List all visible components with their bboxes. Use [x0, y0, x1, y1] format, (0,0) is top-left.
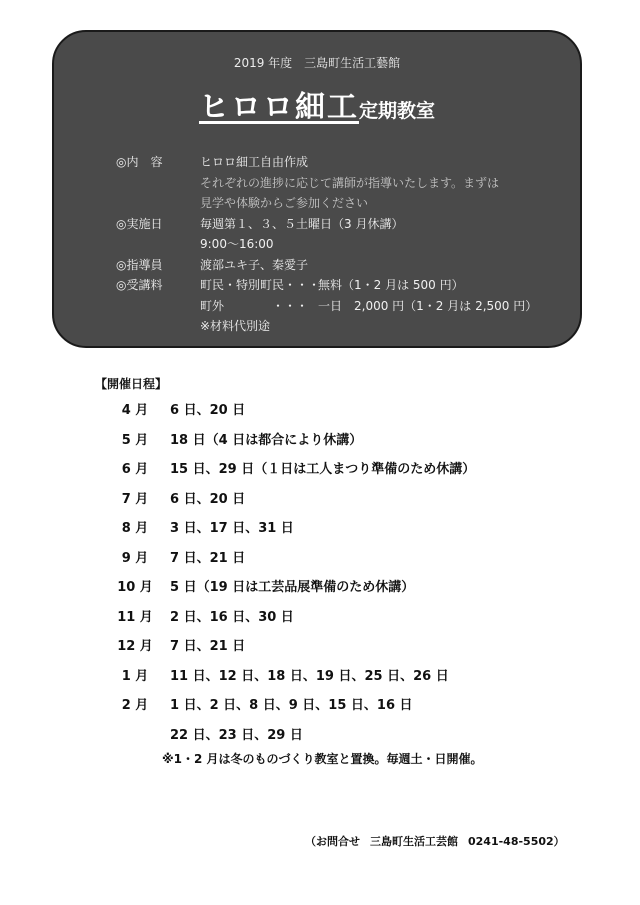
content-label: ◎内 容 [116, 155, 163, 169]
fee-outside-value: 一日 2,000 円（1・2 月は 2,500 円） [318, 298, 538, 313]
fiscal-year-label: 2019 年度 三島町生活工藝館 [233, 56, 401, 70]
schedule-dates: 22 日、23 日、29 日 [170, 727, 303, 743]
schedule-dates: 3 日、17 日、31 日 [170, 521, 294, 537]
schedule-row [100, 660, 560, 690]
fee-outside-label: 町外 ・・・ [200, 298, 309, 313]
schedule-row [100, 719, 560, 749]
schedule-month: 6 月 [121, 462, 149, 478]
schedule-row [100, 571, 560, 601]
class-info [116, 152, 560, 337]
schedule-dates: 18 日（4 日は都合により休講） [170, 432, 363, 448]
schedule-month: 12 月 [117, 639, 153, 655]
schedule-row [100, 394, 560, 424]
schedule-month: 4 月 [121, 403, 149, 419]
instructor-label: ◎指導員 [116, 257, 163, 272]
info-row-dates [116, 214, 560, 235]
content-description-1: それぞれの進捗に応じて講師が指導いたします。まずは [200, 175, 500, 190]
schedule-row [100, 512, 560, 542]
schedule-row [100, 542, 560, 572]
contact-phone: 0241-48-5502） [468, 835, 565, 848]
schedule-row [100, 630, 560, 660]
schedule-dates: 5 日（19 日は工芸品展準備のため休講） [170, 580, 415, 596]
title-sub: 定期教室 [358, 100, 435, 122]
info-row-content-2 [116, 173, 560, 194]
schedule-dates: 6 日、20 日 [170, 403, 246, 419]
info-row-content-3 [116, 193, 560, 214]
schedule-dates: 7 日、21 日 [170, 639, 246, 655]
fee-resident-value: 無料（1・2 月は 500 円） [318, 278, 464, 292]
fee-label: ◎受講料 [116, 278, 163, 292]
schedule-row [100, 601, 560, 631]
schedule-row [100, 689, 560, 719]
time-text: 9:00～16:00 [200, 237, 274, 251]
schedule-month: 1 月 [121, 668, 149, 684]
schedule-month: 2 月 [121, 698, 149, 714]
info-row-fee-resident [116, 275, 560, 296]
schedule-dates: 15 日、29 日（１日は工人まつり準備のため休講） [170, 462, 476, 478]
schedule-month: 7 月 [121, 491, 149, 507]
schedule-month: 8 月 [121, 521, 149, 537]
schedule-month: 5 月 [121, 432, 149, 448]
header-panel [52, 30, 582, 348]
schedule-month: 11 月 [117, 609, 153, 625]
schedule-month: 9 月 [121, 550, 149, 566]
content-text: ヒロロ細工自由作成 [200, 155, 309, 169]
schedule-note: ※1・2 月は冬のものづくり教室と置換。毎週土・日開催。 [162, 752, 483, 766]
schedule-dates: 2 日、16 日、30 日 [170, 609, 294, 625]
instructor-names: 渡部ユキ子、秦愛子 [200, 257, 309, 272]
info-row-time [116, 234, 560, 255]
schedule-row [100, 483, 560, 513]
fee-resident-label: 町民・特別町民・・・ [200, 278, 321, 292]
material-note: ※材料代別途 [200, 319, 271, 333]
schedule-dates: 7 日、21 日 [170, 550, 246, 566]
schedule-dates: 6 日、20 日 [170, 491, 246, 507]
content-description-2: 見学や体験からご参加ください [200, 196, 369, 210]
info-row-material [116, 316, 560, 337]
contact-info [305, 833, 565, 849]
schedule-list [100, 394, 560, 748]
schedule-dates: 11 日、12 日、18 日、19 日、25 日、26 日 [170, 668, 449, 684]
schedule-row [100, 424, 560, 454]
page-title [54, 82, 580, 126]
schedule-dates: 1 日、2 日、8 日、9 日、15 日、16 日 [170, 698, 413, 714]
dates-text: 毎週第１、３、５土曜日（3 月休講） [200, 216, 404, 231]
schedule-month: 10 月 [117, 580, 153, 596]
dates-label: ◎実施日 [116, 216, 163, 231]
schedule-row [100, 453, 560, 483]
info-row-fee-outside [116, 296, 560, 317]
info-row-content [116, 152, 560, 173]
contact-organization: 三島町生活工芸館 [370, 835, 458, 848]
title-main: ヒロロ細工 [198, 90, 359, 125]
schedule-heading: 【開催日程】 [95, 377, 168, 391]
info-row-instructor [116, 255, 560, 276]
contact-label: （お問合せ [305, 835, 360, 848]
